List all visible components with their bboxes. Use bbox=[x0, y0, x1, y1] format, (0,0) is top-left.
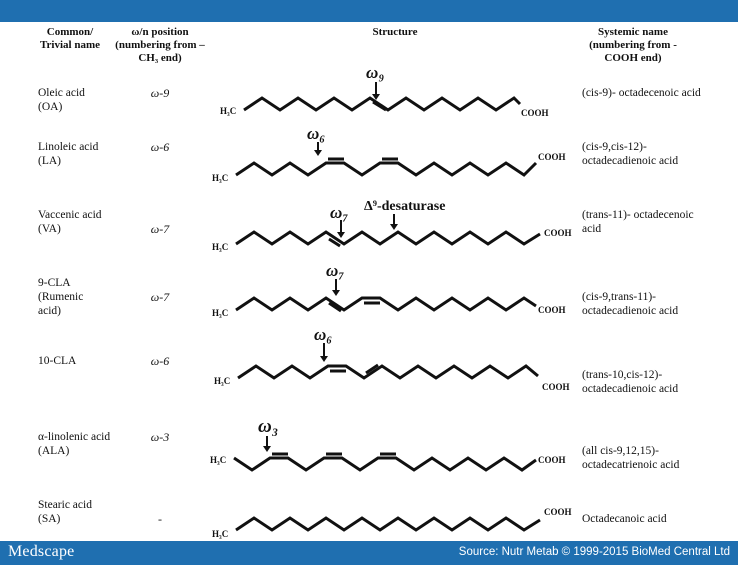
chain-10cla bbox=[238, 366, 538, 378]
position-stearic: - bbox=[158, 512, 162, 526]
systemic-name-alpha-linolenic: (all cis-9,12,15)- octadecatrienoic acid bbox=[582, 445, 680, 471]
structure-oleic bbox=[220, 63, 549, 118]
header-common-name: Common/ Trivial name bbox=[40, 26, 100, 51]
chain-stearic bbox=[236, 518, 540, 530]
common-name-stearic: Stearic acid (SA) bbox=[38, 499, 92, 525]
methyl-label: H₃C bbox=[212, 173, 229, 183]
position-10cla: ω-6 bbox=[150, 354, 170, 368]
chain-linoleic bbox=[236, 163, 536, 175]
position-9cla: ω-7 bbox=[150, 290, 170, 304]
carboxyl-label: COOH bbox=[544, 507, 572, 517]
common-name-linoleic: Linoleic acid (LA) bbox=[38, 141, 99, 167]
position-linoleic: ω-6 bbox=[150, 140, 170, 154]
carboxyl-label: COOH bbox=[538, 455, 566, 465]
omega-label: ω₆ bbox=[314, 325, 333, 344]
arrowhead bbox=[314, 150, 322, 156]
position-alpha-linolenic: ω-3 bbox=[150, 430, 170, 444]
chain-vaccenic bbox=[236, 232, 540, 244]
common-name-vaccenic: Vaccenic acid (VA) bbox=[38, 209, 102, 235]
header-omega-position: ω/n position (numbering from –CH₃ end) bbox=[115, 26, 205, 64]
systemic-name-linoleic: (cis-9,cis-12)- octadecadienoic acid bbox=[582, 141, 679, 167]
medscape-logo[interactable]: Medscape bbox=[8, 543, 75, 560]
structure-10cla bbox=[214, 325, 570, 392]
chain-alpha-linolenic bbox=[234, 458, 536, 470]
carboxyl-label: COOH bbox=[544, 228, 572, 238]
common-name-10cla: 10-CLA bbox=[38, 355, 77, 367]
carboxyl-label: COOH bbox=[538, 152, 566, 162]
methyl-label: H₃C bbox=[212, 529, 229, 539]
header-structure: Structure bbox=[372, 26, 418, 38]
structure-vaccenic bbox=[212, 199, 572, 252]
common-name-oleic: Oleic acid (OA) bbox=[38, 87, 85, 113]
omega-label: ω₇ bbox=[330, 203, 349, 222]
methyl-label: H₃C bbox=[220, 106, 237, 116]
arrowhead bbox=[390, 224, 398, 230]
methyl-label: H₃C bbox=[210, 455, 227, 465]
methyl-label: H₃C bbox=[214, 376, 231, 386]
systemic-name-stearic: Octadecanoic acid bbox=[582, 513, 667, 525]
structure-alpha-linolenic bbox=[210, 416, 566, 470]
systemic-name-10cla: (trans-10,cis-12)- octadecadienoic acid bbox=[582, 369, 679, 395]
arrowhead bbox=[337, 232, 345, 238]
position-vaccenic: ω-7 bbox=[150, 222, 170, 236]
footer-bar bbox=[0, 541, 738, 565]
carboxyl-label: COOH bbox=[521, 108, 549, 118]
omega-label: ω₉ bbox=[366, 63, 385, 82]
methyl-label: H₃C bbox=[212, 242, 229, 252]
methyl-label: H₃C bbox=[212, 308, 229, 318]
structure-9cla bbox=[212, 261, 566, 318]
omega-label: ω₃ bbox=[258, 416, 279, 437]
carboxyl-label: COOH bbox=[538, 305, 566, 315]
desaturase-label: Δ⁹-desaturase bbox=[364, 199, 446, 214]
chain-9cla bbox=[236, 298, 536, 310]
header-systemic-name: Systemic name (numbering from -COOH end) bbox=[589, 26, 677, 64]
common-name-9cla: 9-CLA (Rumenic acid) bbox=[38, 277, 84, 317]
arrowhead bbox=[263, 446, 271, 452]
position-oleic: ω-9 bbox=[150, 86, 170, 100]
source-credit: Source: Nutr Metab © 1999-2015 BioMed Central Ltd bbox=[458, 546, 730, 558]
structure-stearic bbox=[212, 507, 572, 539]
omega-label: ω₇ bbox=[326, 261, 345, 280]
systemic-name-vaccenic: (trans-11)- octadecenoic acid bbox=[582, 209, 694, 235]
systemic-name-9cla: (cis-9,trans-11)- octadecadienoic acid bbox=[582, 291, 679, 317]
common-name-alpha-linolenic: α-linolenic acid (ALA) bbox=[38, 431, 111, 457]
carboxyl-label: COOH bbox=[542, 382, 570, 392]
structure-linoleic bbox=[212, 124, 566, 183]
arrowhead bbox=[320, 356, 328, 362]
arrowhead bbox=[332, 290, 340, 296]
systemic-name-oleic: (cis-9)- octadecenoic acid bbox=[582, 87, 701, 99]
omega-label: ω₆ bbox=[307, 124, 326, 143]
